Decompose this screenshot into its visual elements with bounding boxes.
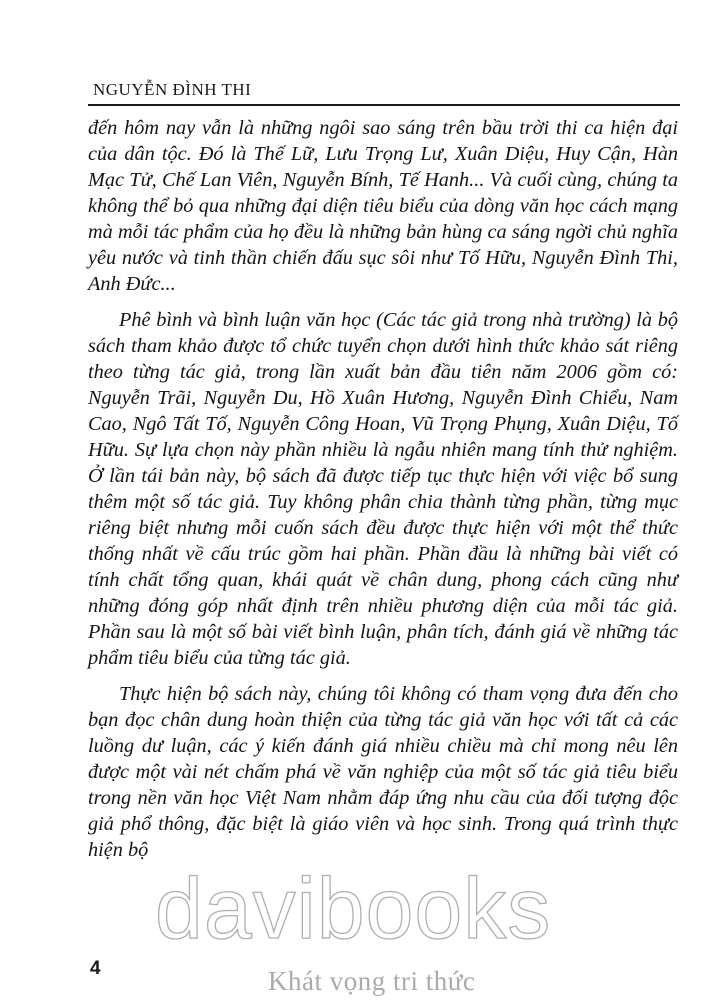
header-divider: [88, 104, 680, 106]
paragraph-purpose: Thực hiện bộ sách này, chúng tôi không có tham vọng đưa đến cho bạn đọc chân dung hoàn thiện của từng tác giả văn học với tất cả các luồng dư luận, các ý kiến đánh giá nhiều chiều mà chỉ mong nêu lên được một vài nét chấm phá về văn nghiệp của một số tác giả tiêu biểu trong nền văn học Việt Nam nhằm đáp ứng nhu cầu của đối tượng độc giả phổ thông, đặc biệt là giáo viên và học sinh. Trong quá trình thực hiện bộ: [88, 683, 678, 861]
watermark-logo: davibooks: [155, 861, 552, 957]
paragraph-continuation: đến hôm nay vẫn là những ngôi sao sáng trên bầu trời thi ca hiện đại của dân tộc. Đó là Thế Lữ, Lưu Trọng Lư, Xuân Diệu, Huy Cận, Hàn Mạc Tử, Chế Lan Viên, Nguyễn Bính, Tế Hanh... Và cuối cùng, chúng ta không thể bỏ qua những đại diện tiêu biểu của dòng văn học cách mạng mà mỗi tác phẩm của họ đều là những bản hùng ca sáng ngời chủ nghĩa yêu nước và tinh thần chiến đấu sục sôi như Tố Hữu, Nguyễn Đình Thi, Anh Đức...: [88, 117, 678, 295]
body-text: [88, 115, 678, 863]
running-header-title: NGUYỄN ĐÌNH THI: [93, 80, 252, 99]
paragraph-book-series: Phê bình và bình luận văn học (Các tác giả trong nhà trường) là bộ sách tham khảo được tổ chức tuyển chọn dưới hình thức khảo sát riêng theo từng tác giả, trong lần xuất bản đầu tiên năm 2006 gồm có: Nguyễn Trãi, Nguyễn Du, Hồ Xuân Hương, Nguyễn Đình Chiểu, Nam Cao, Ngô Tất Tố, Nguyễn Công Hoan, Vũ Trọng Phụng, Xuân Diệu, Tố Hữu. Sự lựa chọn này phần nhiều là ngẫu nhiên mang tính thử nghiệm. Ở lần tái bản này, bộ sách đã được tiếp tục thực hiện với việc bổ sung thêm một số tác giả. Tuy không phân chia thành từng phần, từng mục riêng biệt nhưng mỗi cuốn sách đều được thực hiện với một thể thức thống nhất về cấu trúc gồm hai phần. Phần đầu là những bài viết có tính chất tổng quan, khái quát về chân dung, phong cách cũng như những đóng góp nhất định trên nhiều phương diện của mỗi tác giả. Phần sau là một số bài viết bình luận, phân tích, đánh giá về những tác phẩm tiêu biểu của từng tác giả.: [88, 309, 678, 669]
watermark-tagline: Khát vọng tri thức: [268, 966, 476, 996]
page-number: 4: [90, 958, 101, 979]
